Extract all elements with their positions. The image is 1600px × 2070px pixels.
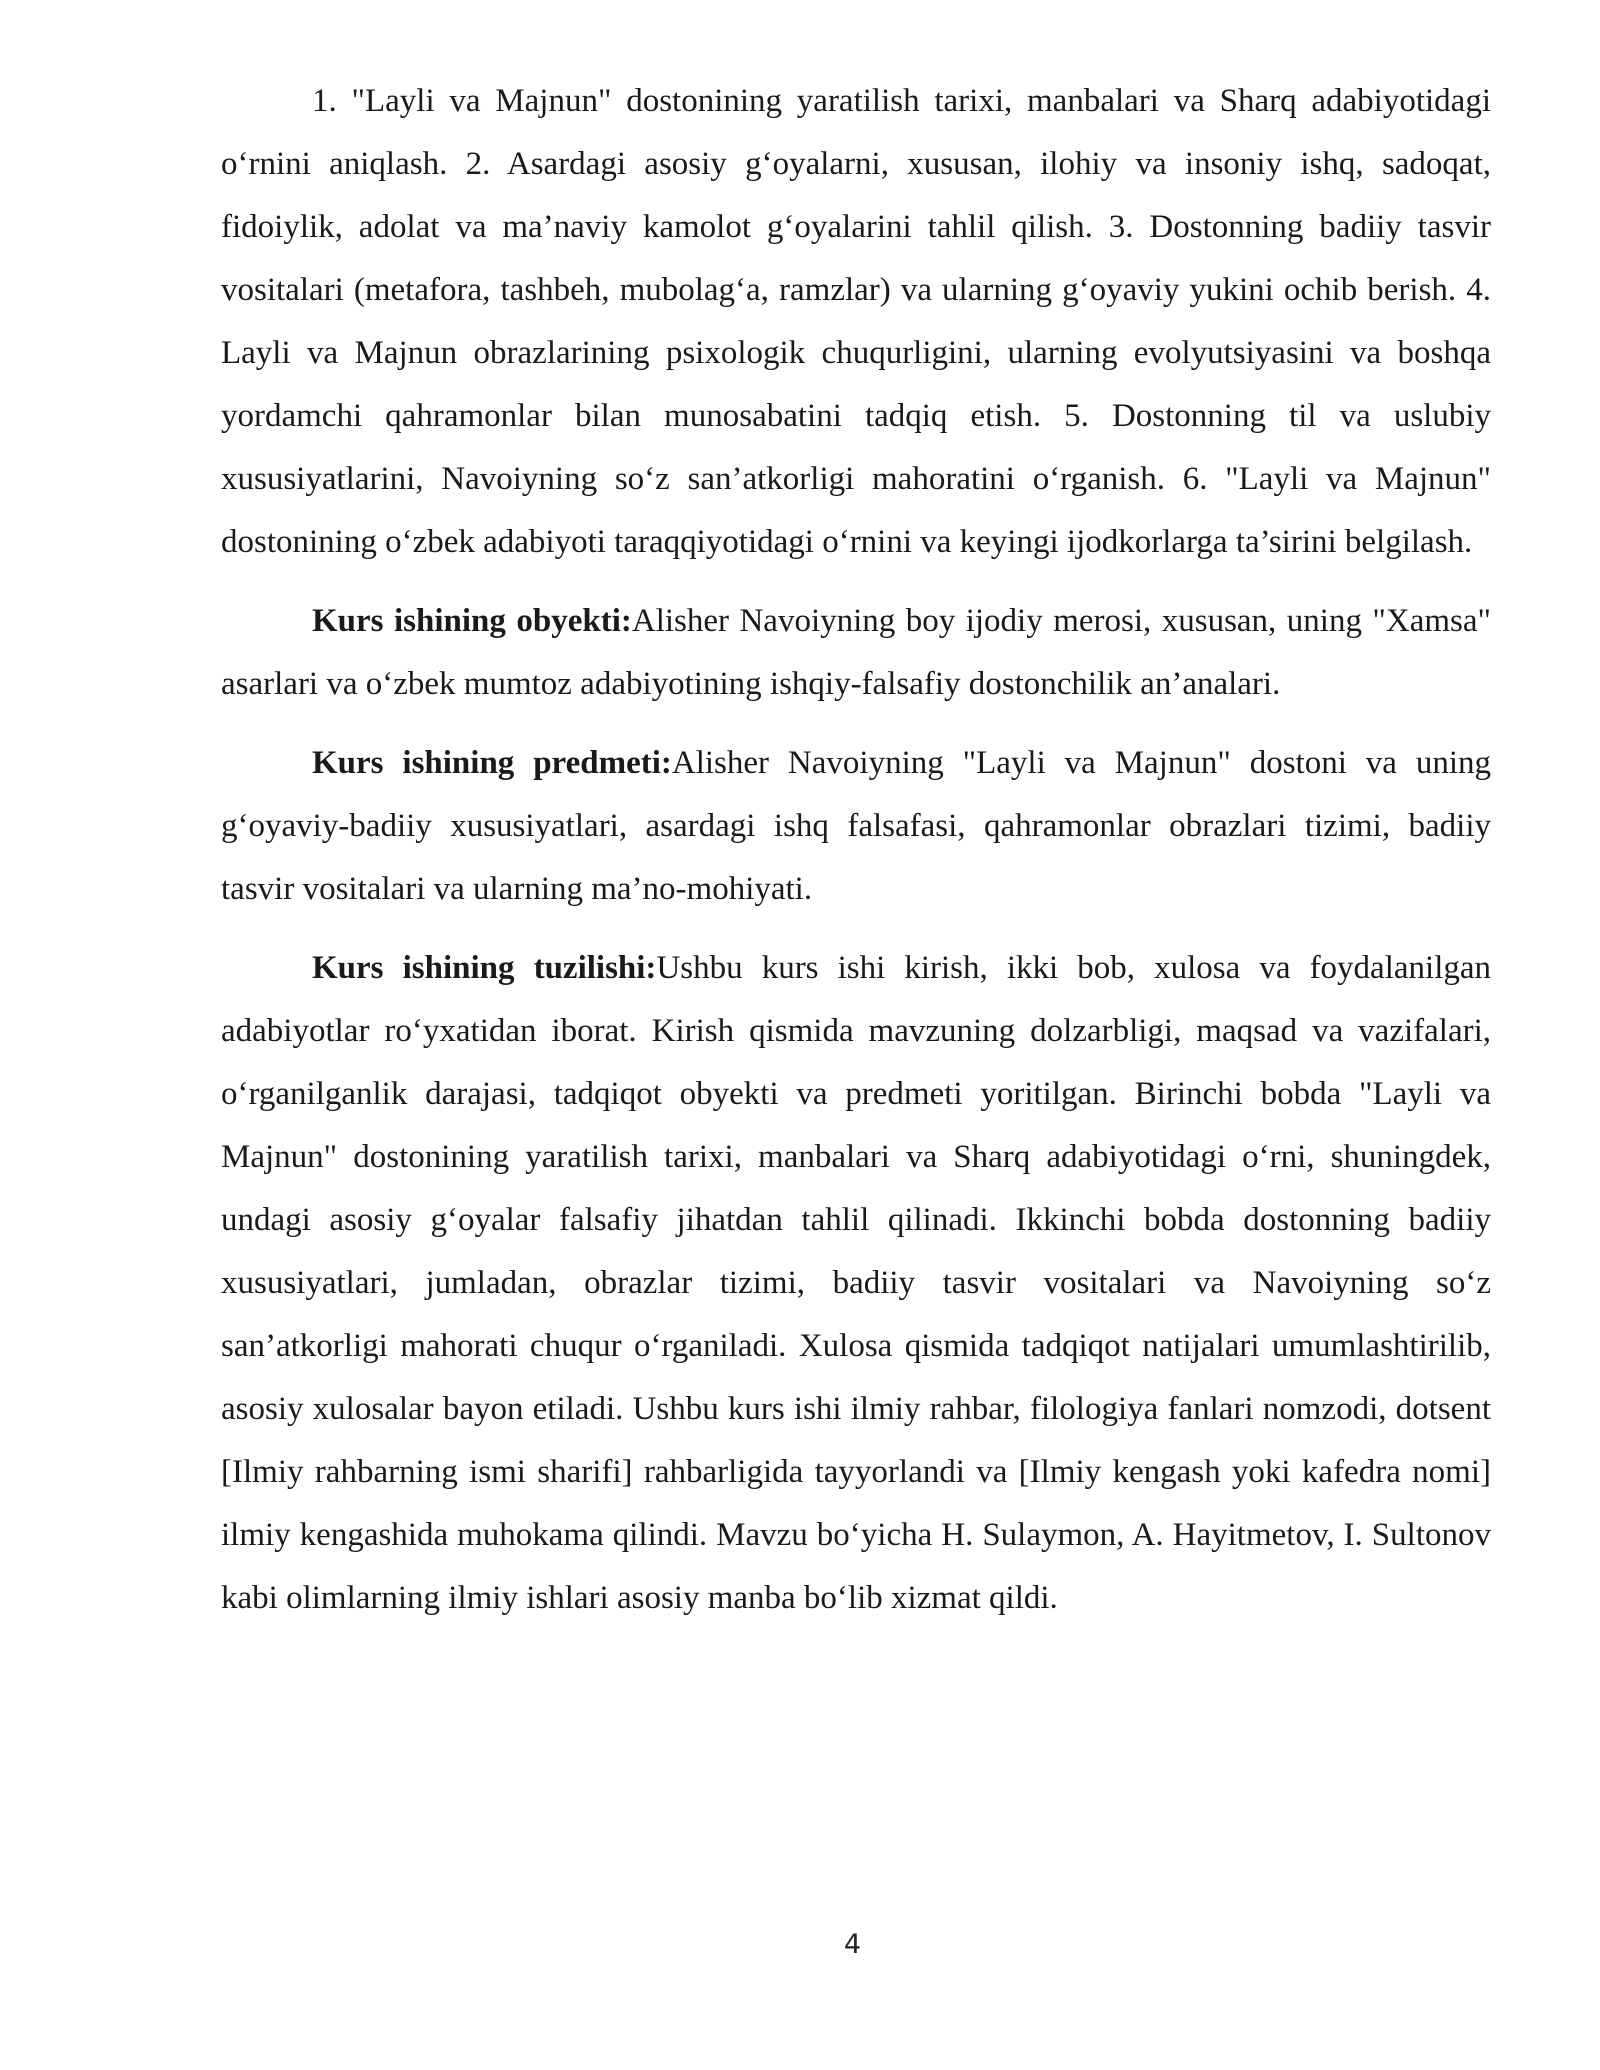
document-page (221, 70, 1491, 1630)
structure-paragraph (221, 937, 1491, 1630)
object-heading: Kurs ishining obyekti: (312, 603, 632, 639)
tasks-paragraph (221, 70, 1491, 574)
object-paragraph (221, 590, 1491, 716)
subject-text: Alisher Navoiyning "Layli va Majnun" dostoni va uning g‘oyaviy-badiiy xususiyatlari, asardagi ishq falsafasi, qahramonlar obrazlari tizimi, badiiy tasvir vositalari va ularning ma’no-mohiyati. (221, 745, 1491, 907)
tasks-text: 1. "Layli va Majnun" dostonining yaratilish tarixi, manbalari va Sharq adabiyotidagi o‘rnini aniqlash. 2. Asardagi asosiy g‘oyalarni, xususan, ilohiy va insoniy ishq, sadoqat, fidoiylik, adolat va ma’naviy kamolot g‘oyalarini tahlil qilish. 3. Dostonning badiiy tasvir vositalari (metafora, tashbeh, mubolag‘a, ramzlar) va ularning g‘oyaviy yukini ochib berish. 4. Layli va Majnun obrazlarining psixologik chuqurligini, ularning evolyutsiyasini va boshqa yordamchi qahramonlar bilan munosabatini tadqiq etish. 5. Dostonning til va uslubiy xususiyatlarini, Navoiyning so‘z san’atkorligi mahoratini o‘rganish. 6. "Layli va Majnun" dostonining o‘zbek adabiyoti taraqqiyotidagi o‘rnini va keyingi ijodkorlarga ta’sirini belgilash. (221, 83, 1491, 560)
page-number: 4 (843, 1929, 862, 1960)
structure-text: Ushbu kurs ishi kirish, ikki bob, xulosa va foydalanilgan adabiyotlar ro‘yxatidan iborat. Kirish qismida mavzuning dolzarbligi, maqsad va vazifalari, o‘rganilganlik darajasi, tadqiqot obyekti va predmeti yoritilgan. Birinchi bobda "Layli va Majnun" dostonining yaratilish tarixi, manbalari va Sharq adabiyotidagi o‘rni, shuningdek, undagi asosiy g‘oyalar falsafiy jihatdan tahlil qilinadi. Ikkinchi bobda dostonning badiiy xususiyatlari, jumladan, obrazlar tizimi, badiiy tasvir vositalari va Navoiyning so‘z san’atkorligi mahorati chuqur o‘rganiladi. Xulosa qismida tadqiqot natijalari umumlashtirilib, asosiy xulosalar bayon etiladi. Ushbu kurs ishi ilmiy rahbar, filologiya fanlari nomzodi, dotsent [Ilmiy rahbarning ismi sharifi] rahbarligida tayyorlandi va [Ilmiy kengash yoki kafedra nomi] ilmiy kengashida muhokama qilindi. Mavzu bo‘yicha H. Sulaymon, A. Hayitmetov, I. Sultonov kabi olimlarning ilmiy ishlari asosiy manba bo‘lib xizmat qildi. (221, 950, 1492, 1616)
structure-heading: Kurs ishining tuzilishi: (312, 950, 657, 986)
object-text: Alisher Navoiyning boy ijodiy merosi, xususan, uning "Xamsa" asarlari va o‘zbek mumtoz adabiyotining ishqiy-falsafiy dostonchilik an’analari. (221, 603, 1491, 702)
subject-heading: Kurs ishining predmeti: (312, 745, 672, 781)
subject-paragraph (221, 732, 1491, 921)
